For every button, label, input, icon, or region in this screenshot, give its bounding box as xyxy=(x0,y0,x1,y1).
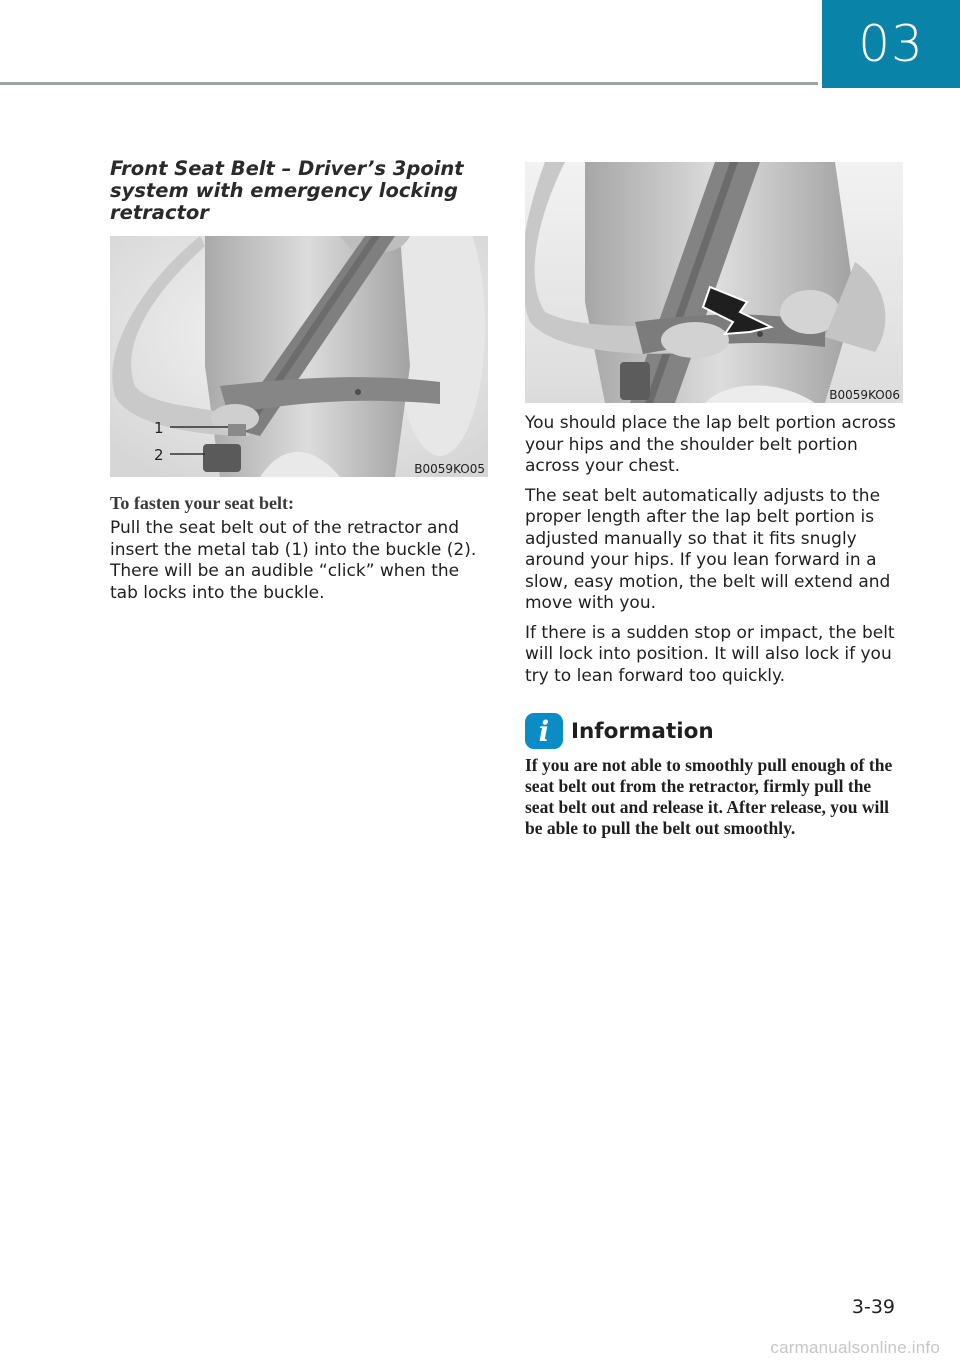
figure-fasten-belt xyxy=(110,236,488,477)
paragraph-3: If there is a sudden stop or impact, the belt will lock into position. It will also lock if you try to lean forward too quickly. xyxy=(525,622,895,686)
paragraph-2: The seat belt automatically adjusts to the proper length after the lap belt portion is adjusted manually so that it fits snugly around your hips. If you lean forward in a slow, easy motion, the belt will extend and move with you. xyxy=(525,485,891,613)
figure-lap-belt xyxy=(525,162,903,403)
right-column xyxy=(525,162,903,839)
information-title: Information xyxy=(571,718,714,744)
subheading: To fasten your seat belt: xyxy=(110,493,294,513)
seat-belt-fasten-illustration xyxy=(110,236,488,477)
information-box xyxy=(525,713,903,839)
information-icon: i xyxy=(525,713,563,749)
information-text: If you are not able to smoothly pull enough of the seat belt out from the retractor, firmly pull the seat belt out and release it. After release, you will be able to pull the belt out smoothly. xyxy=(525,755,893,838)
chapter-tab: 03 xyxy=(822,0,960,88)
lap-belt-illustration xyxy=(525,162,903,403)
figure-code: B0059KO05 xyxy=(414,462,485,476)
figure-code: B0059KO06 xyxy=(829,388,900,402)
watermark: carmanualsonline.info xyxy=(770,1338,940,1357)
information-header xyxy=(525,713,903,749)
header-rule xyxy=(0,82,818,85)
callout-1: 1 xyxy=(154,419,164,437)
paragraph-1: You should place the lap belt portion across your hips and the shoulder belt portion across your chest. xyxy=(525,413,896,476)
left-column xyxy=(110,158,488,612)
paragraph: Pull the seat belt out of the retractor and insert the metal tab (1) into the buckle (2). There will be an audible “click” when the tab locks into the buckle. xyxy=(110,518,477,603)
section-title: Front Seat Belt – Driver’s 3point system with emergency locking retractor xyxy=(110,157,464,224)
callout-2: 2 xyxy=(154,446,164,464)
page-number: 3-39 xyxy=(851,1296,895,1318)
